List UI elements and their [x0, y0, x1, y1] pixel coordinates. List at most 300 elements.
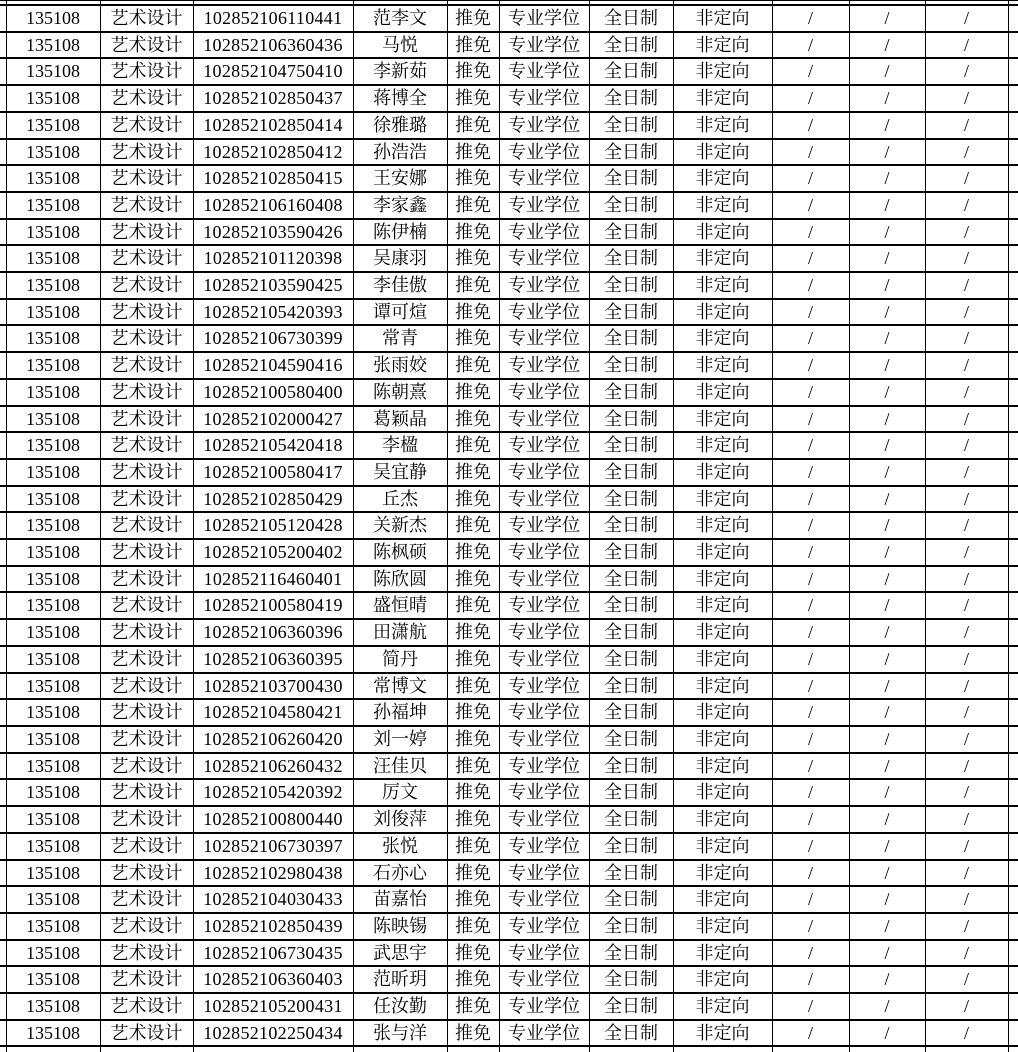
cell-candidate-no: 102852102850439 — [193, 913, 353, 940]
cell-degree-type: 专业学位 — [499, 406, 589, 433]
cell-name: 张与洋 — [353, 1020, 447, 1047]
cell-code: 135108 — [6, 993, 100, 1020]
cell-orientation: 非定向 — [673, 619, 772, 646]
cell-blank-1: / — [772, 325, 849, 352]
cell-orientation: 非定向 — [673, 272, 772, 299]
cell-name: 刘俊萍 — [353, 806, 447, 833]
table-row — [0, 940, 1018, 967]
empty-cell-study-mode — [589, 1046, 673, 1052]
cell-orientation: 非定向 — [673, 486, 772, 513]
cell-orientation: 非定向 — [673, 245, 772, 272]
cell-blank-2: / — [849, 325, 925, 352]
cell-blank-1: / — [772, 539, 849, 566]
table-row — [0, 85, 1018, 112]
cell-blank-3: / — [925, 779, 1008, 806]
table-row — [0, 58, 1018, 85]
cell-blank-3: / — [925, 860, 1008, 887]
cell-code: 135108 — [6, 459, 100, 486]
cell-admission-type: 推免 — [447, 245, 499, 272]
table-right-crop-sliver — [1008, 673, 1018, 700]
cell-major: 艺术设计 — [100, 779, 193, 806]
cell-blank-1: / — [772, 726, 849, 753]
empty-cell-code — [6, 1046, 100, 1052]
cell-major: 艺术设计 — [100, 592, 193, 619]
table-right-crop-sliver — [1008, 779, 1018, 806]
cell-degree-type: 专业学位 — [499, 913, 589, 940]
cell-candidate-no: 102852105420418 — [193, 432, 353, 459]
table-right-crop-sliver — [1008, 459, 1018, 486]
table-right-crop-sliver — [1008, 619, 1018, 646]
cell-degree-type: 专业学位 — [499, 58, 589, 85]
cell-name: 常青 — [353, 325, 447, 352]
cell-study-mode: 全日制 — [589, 486, 673, 513]
table-right-crop-sliver — [1008, 806, 1018, 833]
cell-major: 艺术设计 — [100, 272, 193, 299]
cell-code: 135108 — [6, 486, 100, 513]
cell-orientation: 非定向 — [673, 753, 772, 780]
cell-orientation: 非定向 — [673, 779, 772, 806]
cell-blank-2: / — [849, 940, 925, 967]
table-row — [0, 325, 1018, 352]
table-right-crop-sliver — [1008, 833, 1018, 860]
cell-blank-3: / — [925, 1020, 1008, 1047]
cell-orientation: 非定向 — [673, 966, 772, 993]
table-row — [0, 646, 1018, 673]
cell-candidate-no: 102852105200431 — [193, 993, 353, 1020]
cell-name: 田潇航 — [353, 619, 447, 646]
table-row — [0, 966, 1018, 993]
cell-major: 艺术设计 — [100, 299, 193, 326]
cell-blank-2: / — [849, 753, 925, 780]
table-right-crop-sliver — [1008, 753, 1018, 780]
cell-degree-type: 专业学位 — [499, 646, 589, 673]
cell-major: 艺术设计 — [100, 32, 193, 59]
cell-blank-3: / — [925, 833, 1008, 860]
cell-blank-3: / — [925, 619, 1008, 646]
cell-degree-type: 专业学位 — [499, 85, 589, 112]
cell-degree-type: 专业学位 — [499, 539, 589, 566]
table-row — [0, 299, 1018, 326]
cell-admission-type: 推免 — [447, 646, 499, 673]
cell-major: 艺术设计 — [100, 726, 193, 753]
cell-candidate-no: 102852105420393 — [193, 299, 353, 326]
cell-blank-1: / — [772, 940, 849, 967]
cell-admission-type: 推免 — [447, 58, 499, 85]
cell-major: 艺术设计 — [100, 860, 193, 887]
cell-code: 135108 — [6, 726, 100, 753]
cell-blank-1: / — [772, 913, 849, 940]
table-row — [0, 1020, 1018, 1047]
cell-degree-type: 专业学位 — [499, 459, 589, 486]
cell-blank-3: / — [925, 646, 1008, 673]
cell-candidate-no: 102852102000427 — [193, 406, 353, 433]
cell-candidate-no: 102852100580417 — [193, 459, 353, 486]
cell-study-mode: 全日制 — [589, 993, 673, 1020]
empty-cell-blank-3 — [925, 1046, 1008, 1052]
cell-major: 艺术设计 — [100, 165, 193, 192]
cell-degree-type: 专业学位 — [499, 5, 589, 32]
cell-blank-2: / — [849, 165, 925, 192]
table-right-crop-sliver — [1008, 192, 1018, 219]
cell-blank-1: / — [772, 886, 849, 913]
cell-name: 李佳傲 — [353, 272, 447, 299]
cell-code: 135108 — [6, 512, 100, 539]
table-right-crop-sliver — [1008, 940, 1018, 967]
cell-blank-3: / — [925, 993, 1008, 1020]
table-row — [0, 432, 1018, 459]
cell-admission-type: 推免 — [447, 352, 499, 379]
cell-code: 135108 — [6, 966, 100, 993]
table-right-crop-sliver — [1008, 860, 1018, 887]
cell-major: 艺术设计 — [100, 325, 193, 352]
cell-admission-type: 推免 — [447, 726, 499, 753]
cell-candidate-no: 102852103590426 — [193, 219, 353, 246]
cell-admission-type: 推免 — [447, 165, 499, 192]
table-right-crop-sliver — [1008, 245, 1018, 272]
cell-blank-2: / — [849, 432, 925, 459]
cell-degree-type: 专业学位 — [499, 726, 589, 753]
cell-blank-3: / — [925, 673, 1008, 700]
cell-blank-1: / — [772, 58, 849, 85]
cell-study-mode: 全日制 — [589, 112, 673, 139]
cell-code: 135108 — [6, 352, 100, 379]
table-row — [0, 112, 1018, 139]
cell-study-mode: 全日制 — [589, 1020, 673, 1047]
cell-name: 徐雅璐 — [353, 112, 447, 139]
cell-code: 135108 — [6, 646, 100, 673]
table-right-crop-sliver — [1008, 219, 1018, 246]
cell-blank-2: / — [849, 699, 925, 726]
cell-admission-type: 推免 — [447, 619, 499, 646]
cell-candidate-no: 102852102250434 — [193, 1020, 353, 1047]
cell-code: 135108 — [6, 1020, 100, 1047]
cell-blank-3: / — [925, 566, 1008, 593]
cell-blank-3: / — [925, 192, 1008, 219]
cell-code: 135108 — [6, 806, 100, 833]
cell-blank-1: / — [772, 1020, 849, 1047]
cell-blank-2: / — [849, 512, 925, 539]
cell-orientation: 非定向 — [673, 993, 772, 1020]
cell-degree-type: 专业学位 — [499, 592, 589, 619]
cell-blank-1: / — [772, 833, 849, 860]
cell-name: 陈枫硕 — [353, 539, 447, 566]
cell-name: 丘杰 — [353, 486, 447, 513]
cell-blank-3: / — [925, 699, 1008, 726]
cell-study-mode: 全日制 — [589, 5, 673, 32]
cell-blank-1: / — [772, 32, 849, 59]
cell-blank-1: / — [772, 966, 849, 993]
cell-blank-1: / — [772, 192, 849, 219]
cell-blank-3: / — [925, 58, 1008, 85]
cell-orientation: 非定向 — [673, 58, 772, 85]
cell-candidate-no: 102852104030433 — [193, 886, 353, 913]
cell-orientation: 非定向 — [673, 726, 772, 753]
cell-study-mode: 全日制 — [589, 139, 673, 166]
cell-major: 艺术设计 — [100, 833, 193, 860]
cell-degree-type: 专业学位 — [499, 112, 589, 139]
cell-blank-3: / — [925, 325, 1008, 352]
cell-orientation: 非定向 — [673, 886, 772, 913]
cell-admission-type: 推免 — [447, 673, 499, 700]
cell-candidate-no: 102852100580400 — [193, 379, 353, 406]
cell-study-mode: 全日制 — [589, 646, 673, 673]
table-row — [0, 486, 1018, 513]
cell-degree-type: 专业学位 — [499, 245, 589, 272]
cell-blank-2: / — [849, 779, 925, 806]
table-row — [0, 673, 1018, 700]
table-right-crop-sliver — [1008, 58, 1018, 85]
cell-name: 简丹 — [353, 646, 447, 673]
cell-study-mode: 全日制 — [589, 619, 673, 646]
cell-degree-type: 专业学位 — [499, 566, 589, 593]
table-row — [0, 592, 1018, 619]
cell-code: 135108 — [6, 406, 100, 433]
table-row — [0, 5, 1018, 32]
cell-candidate-no: 102852102980438 — [193, 860, 353, 887]
cell-blank-2: / — [849, 219, 925, 246]
cell-code: 135108 — [6, 85, 100, 112]
cell-candidate-no: 102852100800440 — [193, 806, 353, 833]
cell-candidate-no: 102852116460401 — [193, 566, 353, 593]
cell-name: 谭可煊 — [353, 299, 447, 326]
table-right-crop-sliver — [1008, 726, 1018, 753]
cell-study-mode: 全日制 — [589, 406, 673, 433]
cell-code: 135108 — [6, 58, 100, 85]
cell-blank-2: / — [849, 806, 925, 833]
cell-name: 范李文 — [353, 5, 447, 32]
table-right-crop-sliver — [1008, 5, 1018, 32]
cell-blank-2: / — [849, 619, 925, 646]
cell-name: 陈朝熹 — [353, 379, 447, 406]
cell-admission-type: 推免 — [447, 699, 499, 726]
table-row — [0, 806, 1018, 833]
cell-blank-3: / — [925, 753, 1008, 780]
cell-study-mode: 全日制 — [589, 833, 673, 860]
cell-degree-type: 专业学位 — [499, 806, 589, 833]
cell-blank-2: / — [849, 459, 925, 486]
empty-cell-blank-2 — [849, 1046, 925, 1052]
cell-degree-type: 专业学位 — [499, 699, 589, 726]
table-right-crop-sliver — [1008, 699, 1018, 726]
table-right-crop-sliver — [1008, 325, 1018, 352]
cell-code: 135108 — [6, 779, 100, 806]
cell-code: 135108 — [6, 566, 100, 593]
cell-blank-2: / — [849, 592, 925, 619]
cell-candidate-no: 102852104750410 — [193, 58, 353, 85]
table-row — [0, 406, 1018, 433]
cell-degree-type: 专业学位 — [499, 192, 589, 219]
cell-admission-type: 推免 — [447, 32, 499, 59]
cell-orientation: 非定向 — [673, 85, 772, 112]
cell-blank-1: / — [772, 5, 849, 32]
cell-study-mode: 全日制 — [589, 860, 673, 887]
cell-name: 刘一婷 — [353, 726, 447, 753]
cell-blank-1: / — [772, 779, 849, 806]
cell-blank-2: / — [849, 646, 925, 673]
cell-name: 陈欣圆 — [353, 566, 447, 593]
cell-major: 艺术设计 — [100, 566, 193, 593]
cell-candidate-no: 102852104590416 — [193, 352, 353, 379]
table-row — [0, 699, 1018, 726]
cell-degree-type: 专业学位 — [499, 432, 589, 459]
table-row — [0, 913, 1018, 940]
cell-degree-type: 专业学位 — [499, 32, 589, 59]
cell-name: 范昕玥 — [353, 966, 447, 993]
cell-degree-type: 专业学位 — [499, 753, 589, 780]
cell-orientation: 非定向 — [673, 139, 772, 166]
cell-study-mode: 全日制 — [589, 753, 673, 780]
table-right-crop-sliver — [1008, 85, 1018, 112]
cell-study-mode: 全日制 — [589, 272, 673, 299]
cell-name: 吴宜静 — [353, 459, 447, 486]
cell-name: 葛颖晶 — [353, 406, 447, 433]
cell-degree-type: 专业学位 — [499, 619, 589, 646]
cell-code: 135108 — [6, 619, 100, 646]
table-right-crop-sliver — [1008, 139, 1018, 166]
cell-code: 135108 — [6, 432, 100, 459]
cell-blank-1: / — [772, 512, 849, 539]
cell-admission-type: 推免 — [447, 860, 499, 887]
cell-orientation: 非定向 — [673, 325, 772, 352]
cell-blank-3: / — [925, 806, 1008, 833]
cell-admission-type: 推免 — [447, 5, 499, 32]
cell-admission-type: 推免 — [447, 112, 499, 139]
table-row — [0, 860, 1018, 887]
cell-major: 艺术设计 — [100, 112, 193, 139]
cell-study-mode: 全日制 — [589, 459, 673, 486]
cell-orientation: 非定向 — [673, 833, 772, 860]
cell-orientation: 非定向 — [673, 646, 772, 673]
cell-blank-2: / — [849, 833, 925, 860]
cropped-next-row — [0, 1046, 1018, 1052]
cell-candidate-no: 102852102850437 — [193, 85, 353, 112]
cell-study-mode: 全日制 — [589, 219, 673, 246]
cell-major: 艺术设计 — [100, 406, 193, 433]
cell-major: 艺术设计 — [100, 432, 193, 459]
cell-blank-3: / — [925, 5, 1008, 32]
table-row — [0, 139, 1018, 166]
cell-code: 135108 — [6, 299, 100, 326]
cell-candidate-no: 102852106160408 — [193, 192, 353, 219]
cell-admission-type: 推免 — [447, 566, 499, 593]
table-row — [0, 539, 1018, 566]
cell-name: 任汝勤 — [353, 993, 447, 1020]
cell-blank-3: / — [925, 432, 1008, 459]
table-row — [0, 779, 1018, 806]
cell-code: 135108 — [6, 753, 100, 780]
cell-blank-3: / — [925, 139, 1008, 166]
cell-code: 135108 — [6, 165, 100, 192]
cell-study-mode: 全日制 — [589, 673, 673, 700]
cell-blank-1: / — [772, 379, 849, 406]
empty-cell-major — [100, 1046, 193, 1052]
cell-major: 艺术设计 — [100, 245, 193, 272]
table-right-crop-sliver — [1008, 112, 1018, 139]
cell-orientation: 非定向 — [673, 1020, 772, 1047]
table-right-crop-sliver — [1008, 993, 1018, 1020]
empty-cell-name — [353, 1046, 447, 1052]
cell-code: 135108 — [6, 272, 100, 299]
cell-admission-type: 推免 — [447, 406, 499, 433]
cell-blank-2: / — [849, 272, 925, 299]
cell-name: 王安娜 — [353, 165, 447, 192]
cell-blank-1: / — [772, 673, 849, 700]
table-right-crop-sliver — [1008, 32, 1018, 59]
cell-major: 艺术设计 — [100, 192, 193, 219]
cell-orientation: 非定向 — [673, 860, 772, 887]
cell-blank-3: / — [925, 112, 1008, 139]
cell-blank-3: / — [925, 486, 1008, 513]
table-row — [0, 32, 1018, 59]
table-row — [0, 352, 1018, 379]
cell-blank-2: / — [849, 112, 925, 139]
cell-blank-2: / — [849, 566, 925, 593]
table-right-crop-sliver — [1008, 566, 1018, 593]
cell-blank-1: / — [772, 299, 849, 326]
cell-degree-type: 专业学位 — [499, 352, 589, 379]
cell-orientation: 非定向 — [673, 32, 772, 59]
cell-study-mode: 全日制 — [589, 940, 673, 967]
cell-study-mode: 全日制 — [589, 512, 673, 539]
cell-code: 135108 — [6, 592, 100, 619]
cell-candidate-no: 102852105120428 — [193, 512, 353, 539]
cell-major: 艺术设计 — [100, 886, 193, 913]
cell-blank-1: / — [772, 245, 849, 272]
cell-candidate-no: 102852106360403 — [193, 966, 353, 993]
cell-orientation: 非定向 — [673, 192, 772, 219]
table-row — [0, 886, 1018, 913]
cell-name: 常博文 — [353, 673, 447, 700]
cell-name: 石亦心 — [353, 860, 447, 887]
cell-study-mode: 全日制 — [589, 192, 673, 219]
cell-blank-3: / — [925, 85, 1008, 112]
cell-major: 艺术设计 — [100, 619, 193, 646]
cell-blank-2: / — [849, 58, 925, 85]
cell-candidate-no: 102852103590425 — [193, 272, 353, 299]
cell-blank-3: / — [925, 592, 1008, 619]
cell-orientation: 非定向 — [673, 673, 772, 700]
table-row — [0, 219, 1018, 246]
cell-blank-3: / — [925, 352, 1008, 379]
cell-study-mode: 全日制 — [589, 886, 673, 913]
cell-study-mode: 全日制 — [589, 352, 673, 379]
table-right-crop-sliver — [1008, 913, 1018, 940]
cell-name: 蒋博全 — [353, 85, 447, 112]
cell-admission-type: 推免 — [447, 219, 499, 246]
cell-blank-2: / — [849, 139, 925, 166]
cell-admission-type: 推免 — [447, 993, 499, 1020]
cell-candidate-no: 102852106360395 — [193, 646, 353, 673]
table-right-crop-sliver — [1008, 165, 1018, 192]
table-row — [0, 245, 1018, 272]
cell-name: 吴康羽 — [353, 245, 447, 272]
cell-candidate-no: 102852106360436 — [193, 32, 353, 59]
cell-admission-type: 推免 — [447, 272, 499, 299]
cell-candidate-no: 102852106730399 — [193, 325, 353, 352]
cell-blank-2: / — [849, 913, 925, 940]
cell-degree-type: 专业学位 — [499, 299, 589, 326]
cell-degree-type: 专业学位 — [499, 219, 589, 246]
cell-code: 135108 — [6, 325, 100, 352]
cell-name: 汪佳贝 — [353, 753, 447, 780]
cell-orientation: 非定向 — [673, 592, 772, 619]
cell-degree-type: 专业学位 — [499, 833, 589, 860]
cell-major: 艺术设计 — [100, 58, 193, 85]
cell-admission-type: 推免 — [447, 512, 499, 539]
cell-blank-2: / — [849, 886, 925, 913]
cell-blank-3: / — [925, 272, 1008, 299]
cell-study-mode: 全日制 — [589, 325, 673, 352]
